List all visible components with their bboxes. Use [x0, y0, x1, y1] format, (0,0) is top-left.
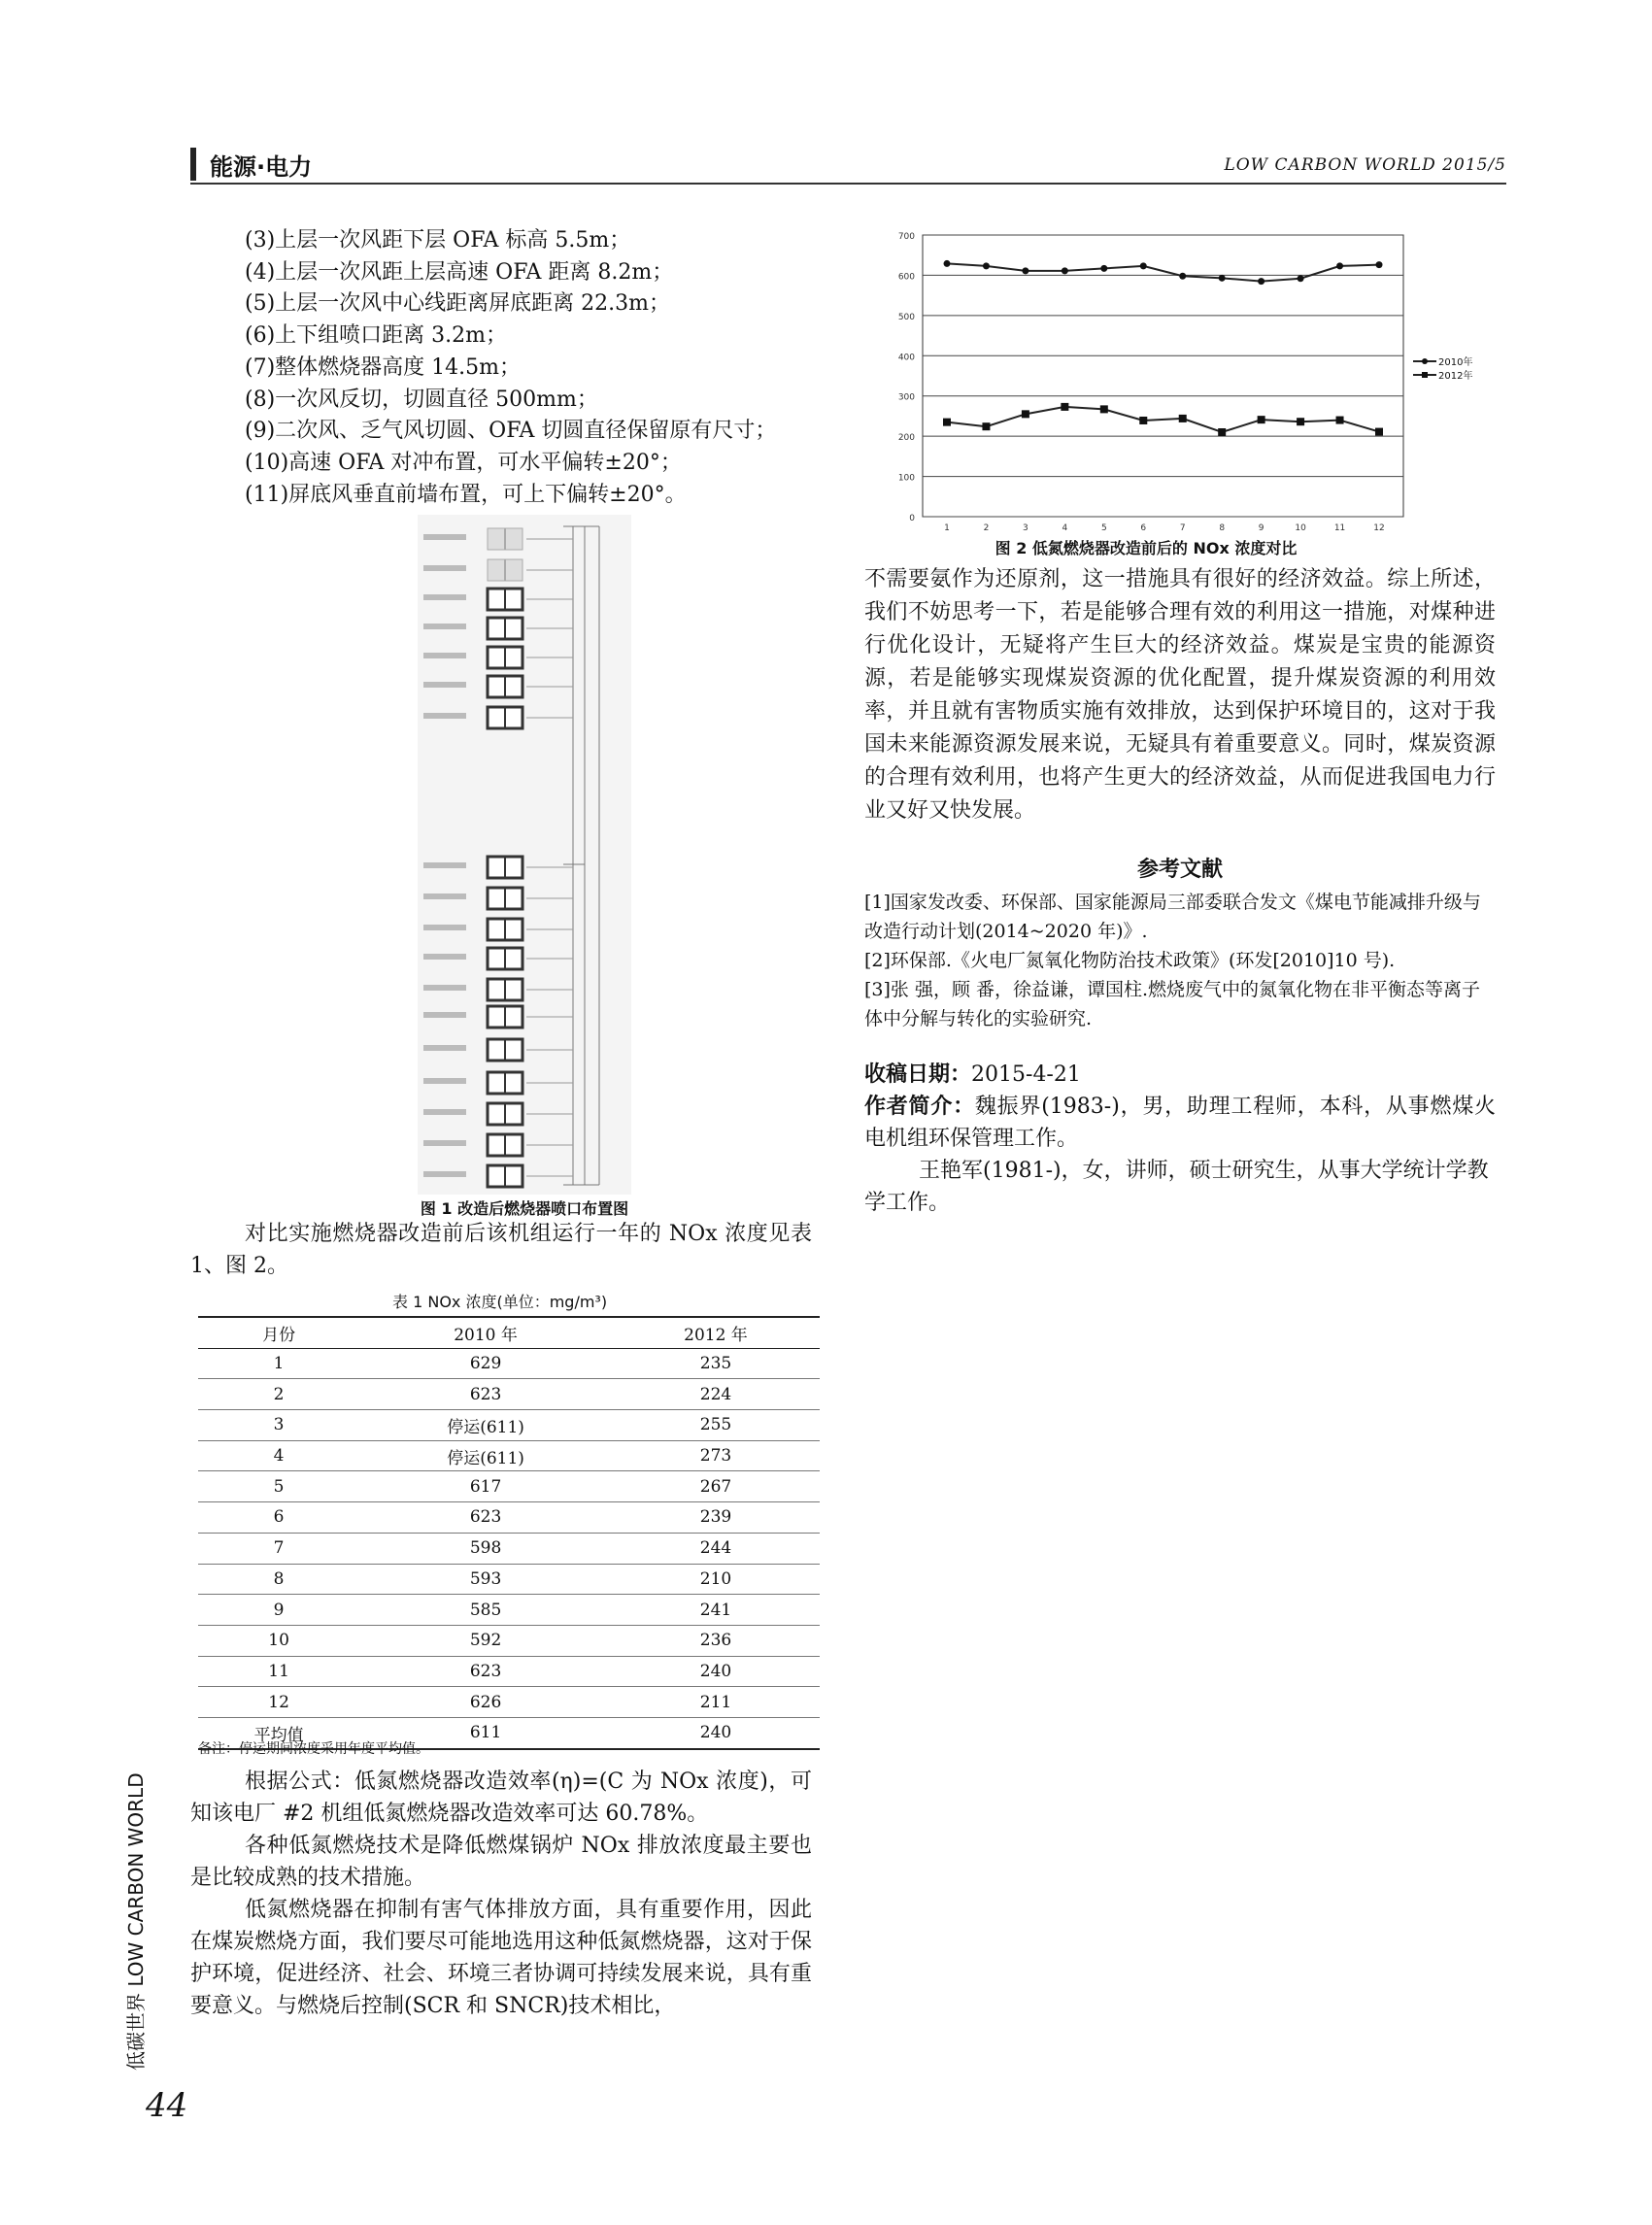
nozzle-label — [423, 1109, 466, 1115]
nozzle-label — [423, 1078, 466, 1084]
article-meta — [864, 1059, 1496, 1219]
table-cell: 241 — [612, 1595, 820, 1626]
table-row — [198, 1471, 820, 1502]
x-tick-label: 8 — [1219, 523, 1226, 533]
legend-label: 2010年 — [1438, 357, 1473, 368]
table-row — [198, 1440, 820, 1471]
nozzle-label — [423, 653, 466, 658]
table-row — [198, 1656, 820, 1687]
reference-item: [2]环保部.《火电厂氮氧化物防治技术政策》(环发[2010]10 号). — [864, 950, 1396, 971]
x-tick-label: 3 — [1023, 523, 1028, 533]
reference-item: [3]张 强，顾 番，徐益谦，谭国柱.燃烧废气中的氮氧化物在非平衡态等离子体中分解与转化的实验研究. — [864, 979, 1481, 1029]
plot-area — [923, 235, 1403, 517]
list-item: (5)上层一次风中心线距离屏底距离 22.3m； — [245, 291, 671, 317]
table-row — [198, 1595, 820, 1626]
nozzle-label — [423, 1140, 466, 1146]
nozzle-label — [423, 985, 466, 991]
paragraph: 各种低氮燃烧技术是降低燃煤锅炉 NOx 排放浓度最主要也是比较成熟的技术措施。 — [190, 1834, 812, 1890]
figure2-chart — [874, 225, 1496, 536]
reference-item: [1]国家发改委、环保部、国家能源局三部委联合发文《煤电节能减排升级与改造行动计划(2014~2020 年)》. — [864, 892, 1481, 942]
table-cell: 1 — [198, 1348, 359, 1379]
figure1-caption: 图 1 改造后燃烧器喷口布置图 — [420, 1199, 629, 1218]
data-point — [1100, 265, 1107, 272]
table-row — [198, 1687, 820, 1718]
table-cell: 224 — [612, 1379, 820, 1410]
table-header-row — [198, 1317, 820, 1348]
header-rule — [190, 183, 1506, 185]
nozzle-label — [423, 925, 466, 930]
table-cell: 255 — [612, 1410, 820, 1441]
table-cell: 停运(611) — [359, 1410, 612, 1441]
references-list — [864, 888, 1496, 1033]
list-item: (6)上下组喷口距离 3.2m； — [245, 323, 508, 349]
figure2-caption: 图 2 低氮燃烧器改造前后的 NOx 浓度对比 — [995, 539, 1298, 557]
x-tick-label: 10 — [1295, 523, 1306, 533]
table-cell: 2 — [198, 1379, 359, 1410]
nozzle-label — [423, 713, 466, 719]
col-header: 月份 — [198, 1317, 359, 1348]
left-body — [190, 1766, 812, 2022]
table-cell: 236 — [612, 1625, 820, 1656]
list-item: (8)一次风反切，切圆直径 500mm； — [245, 387, 598, 412]
data-point — [1179, 273, 1186, 280]
table-cell: 4 — [198, 1440, 359, 1471]
nozzle-label — [423, 1045, 466, 1051]
table-cell: 585 — [359, 1595, 612, 1626]
x-tick-label: 4 — [1062, 523, 1068, 533]
data-point — [1258, 416, 1265, 423]
table-cell: 210 — [612, 1564, 820, 1595]
y-tick-label: 500 — [897, 312, 915, 322]
data-point — [1298, 275, 1304, 282]
table-cell: 593 — [359, 1564, 612, 1595]
data-point — [944, 260, 951, 267]
nozzle-label — [423, 534, 466, 540]
table-cell: 3 — [198, 1410, 359, 1441]
table-cell: 240 — [612, 1656, 820, 1687]
author-bio: 作者简介：魏振界(1983-)，男，助理工程师，本科，从事燃煤火电机组环保管理工作。 — [864, 1094, 1496, 1151]
legend-marker — [1422, 358, 1428, 364]
table-cell: 239 — [612, 1502, 820, 1534]
table-row — [198, 1625, 820, 1656]
list-item: (11)屏底风垂直前墙布置，可上下偏转±20°。 — [245, 482, 687, 507]
table1-caption: 表 1 NOx 浓度(单位：mg/m³) — [392, 1293, 608, 1311]
table-cell: 9 — [198, 1595, 359, 1626]
col-header: 2012 年 — [612, 1317, 820, 1348]
x-tick-label: 12 — [1373, 523, 1385, 533]
table-cell: 停运(611) — [359, 1440, 612, 1471]
data-point — [1061, 403, 1068, 411]
spec-list — [245, 225, 847, 511]
data-point — [1375, 428, 1383, 436]
nozzle-label — [423, 1171, 466, 1177]
data-point — [1022, 267, 1028, 274]
data-point — [1140, 262, 1147, 269]
table-cell: 235 — [612, 1348, 820, 1379]
x-tick-label: 5 — [1100, 523, 1107, 533]
y-tick-label: 300 — [897, 392, 915, 403]
data-point — [1179, 415, 1187, 422]
table-note: 备注：停运期间浓度采用年度平均值。 — [198, 1741, 429, 1757]
nox-table — [198, 1316, 820, 1750]
data-point — [1219, 275, 1226, 282]
references-title: 参考文献 — [1136, 857, 1223, 882]
list-item: (9)二次风、乏气风切圆、OFA 切圆直径保留原有尺寸； — [245, 419, 777, 444]
data-point — [982, 422, 990, 430]
table-cell: 267 — [612, 1471, 820, 1502]
figure1-diagram — [418, 515, 631, 1195]
header-bar — [190, 148, 196, 181]
table-cell: 平均值 — [198, 1717, 359, 1748]
list-item: (10)高速 OFA 对冲布置，可水平偏转±20°； — [245, 450, 682, 475]
table-cell: 617 — [359, 1471, 612, 1502]
data-point — [1022, 410, 1029, 418]
received-line: 收稿日期：2015-4-21 — [864, 1062, 1081, 1087]
table-cell: 244 — [612, 1533, 820, 1564]
y-tick-label: 0 — [909, 514, 915, 523]
paragraph: 根据公式：低氮燃烧器改造效率(η)=(C 为 NOx 浓度)，可知该电厂 #2 机组低氮燃烧器改造效率可达 60.78%。 — [190, 1770, 812, 1826]
y-tick-label: 400 — [897, 353, 915, 363]
y-tick-label: 600 — [897, 272, 915, 283]
table-row — [198, 1502, 820, 1534]
x-tick-label: 9 — [1258, 523, 1264, 533]
col-header: 2010 年 — [359, 1317, 612, 1348]
table-row — [198, 1379, 820, 1410]
y-tick-label: 200 — [897, 433, 915, 444]
list-item: (3)上层一次风距下层 OFA 标高 5.5m； — [245, 228, 631, 253]
table-cell: 623 — [359, 1379, 612, 1410]
data-point — [1100, 405, 1108, 413]
side-journal-label: 低碳世界 LOW CARBON WORLD — [124, 1772, 148, 2071]
list-item: (7)整体燃烧器高度 14.5m； — [245, 354, 522, 380]
list-item: (4)上层一次风距上层高速 OFA 距离 8.2m； — [245, 259, 674, 285]
table-cell: 6 — [198, 1502, 359, 1534]
table-cell: 5 — [198, 1471, 359, 1502]
table-row — [198, 1348, 820, 1379]
table-cell: 592 — [359, 1625, 612, 1656]
nozzle-label — [423, 862, 466, 868]
nozzle-label — [423, 624, 466, 629]
table-row — [198, 1564, 820, 1595]
table-cell: 629 — [359, 1348, 612, 1379]
data-point — [1062, 267, 1068, 274]
x-tick-label: 6 — [1140, 523, 1147, 533]
data-point — [1336, 262, 1343, 269]
nozzle-label — [423, 1012, 466, 1018]
x-tick-label: 2 — [983, 523, 990, 533]
table-row — [198, 1533, 820, 1564]
nozzle-label — [423, 893, 466, 899]
section-title: 能源·电力 — [210, 153, 313, 181]
nozzle-label — [423, 954, 466, 960]
nozzle-label — [423, 682, 466, 688]
table-cell: 273 — [612, 1440, 820, 1471]
data-point — [1258, 278, 1264, 285]
right-paragraph: 不需要氨作为还原剂，这一措施具有很好的经济效益。综上所述，我们不妨思考一下，若是能够合理有效的利用这一措施，对煤种进行优化设计，无疑将产生巨大的经济效益。煤炭是宝贵的能源资源，若是能够实现煤炭资源的优化配置，提升煤炭资源的利用效率，并且就有害物质实施有效排放，达到保护环境目的，这对于我国未来能源资源发展来说，无疑具有着重要意义。同时，煤炭资源的合理有效利用，也将产生更大的经济效益，从而促进我国电力行业又好又快发展。 — [864, 567, 1496, 823]
table-cell: 10 — [198, 1625, 359, 1656]
table-cell: 598 — [359, 1533, 612, 1564]
author-bio-2: 王艳军(1981-)，女，讲师，硕士研究生，从事大学统计学教学工作。 — [864, 1159, 1489, 1215]
table-cell: 611 — [359, 1717, 612, 1748]
table-cell: 626 — [359, 1687, 612, 1718]
intro-paragraph: 对比实施燃烧器改造前后该机组运行一年的 NOx 浓度见表 1、图 2。 — [190, 1222, 812, 1278]
legend-marker — [1422, 372, 1428, 378]
table-cell: 211 — [612, 1687, 820, 1718]
data-point — [1139, 417, 1147, 424]
table-cell: 623 — [359, 1502, 612, 1534]
table-cell: 12 — [198, 1687, 359, 1718]
table-cell: 11 — [198, 1656, 359, 1687]
table-cell: 8 — [198, 1564, 359, 1595]
nozzle-label — [423, 594, 466, 600]
data-point — [1297, 418, 1304, 425]
x-tick-label: 11 — [1333, 523, 1346, 533]
x-tick-label: 7 — [1179, 523, 1186, 533]
y-tick-label: 100 — [897, 473, 915, 484]
page-number: 44 — [146, 2086, 188, 2125]
data-point — [943, 419, 951, 426]
table-cell: 240 — [612, 1717, 820, 1748]
data-point — [1218, 428, 1226, 436]
x-tick-label: 1 — [944, 523, 950, 533]
nozzle-label — [423, 565, 466, 571]
data-point — [1336, 417, 1344, 424]
table-cell: 7 — [198, 1533, 359, 1564]
journal-title: LOW CARBON WORLD 2015/5 — [1224, 155, 1506, 175]
legend-label: 2012年 — [1438, 371, 1473, 382]
data-point — [1376, 261, 1383, 268]
table-row — [198, 1410, 820, 1441]
data-point — [983, 262, 990, 269]
y-tick-label: 700 — [897, 232, 915, 242]
paragraph: 低氮燃烧器在抑制有害气体排放方面，具有重要作用，因此在煤炭燃烧方面，我们要尽可能地选用这种低氮燃烧器，这对于保护环境，促进经济、社会、环境三者协调可持续发展来说，具有重要意义。与燃烧后控制(SCR 和 SNCR)技术相比， — [190, 1898, 812, 2018]
table-cell: 623 — [359, 1656, 612, 1687]
